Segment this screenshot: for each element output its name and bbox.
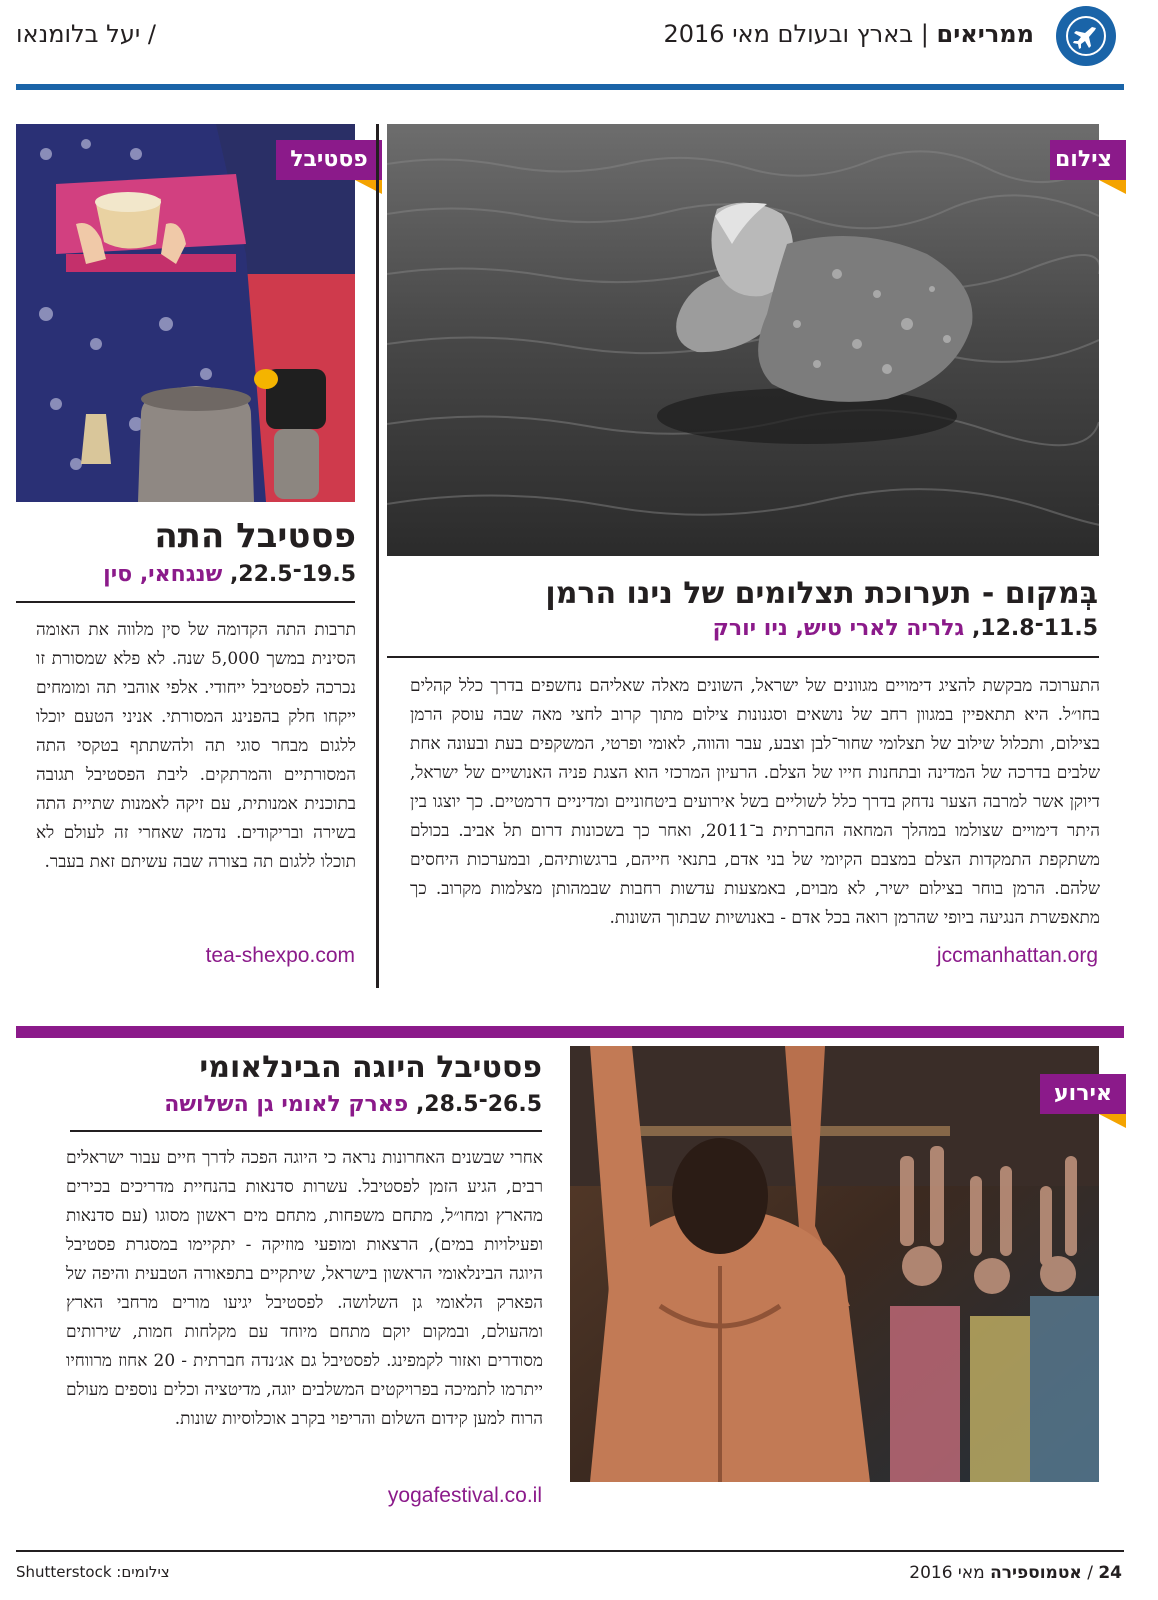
tea-dates: 19.5־22.5, <box>229 562 356 587</box>
author-name: / יעל בלומנאו <box>16 20 156 48</box>
tea-url[interactable]: tea-shexpo.com <box>205 944 355 967</box>
yoga-photo <box>570 1046 1099 1482</box>
photography-url[interactable]: jccmanhattan.org <box>936 944 1098 967</box>
tea-subtitle <box>103 562 356 587</box>
yoga-url[interactable]: yogafestival.co.il <box>387 1484 542 1507</box>
photography-location: גלריה לארי טיש, ניו יורק <box>712 616 965 641</box>
magazine-name: אטמוספירה <box>990 1563 1082 1583</box>
yoga-rule <box>70 1130 542 1132</box>
yoga-location: פארק לאומי גן השלושה <box>164 1092 409 1117</box>
header-title <box>663 20 1034 48</box>
yoga-title: פסטיבל היוגה הבינלאומי <box>199 1050 542 1085</box>
photography-title: בְּמקום - תערוכת תצלומים של נינו הרמן <box>545 576 1098 611</box>
section-name: ממריאים <box>936 20 1034 48</box>
photography-tag: צילום <box>1050 140 1126 180</box>
header-rule <box>16 84 1124 90</box>
tea-ceremony-photo <box>16 124 355 502</box>
photo-credits: צילומים: Shutterstock <box>16 1563 170 1581</box>
column-divider <box>376 124 379 988</box>
header-separator: | <box>920 20 929 48</box>
photography-body: התערוכה מבקשת להציג דימויים מגוונים של ישראל, השונים מאלה שאליהם נחשפים בדרך כלל קהלים בחו״ל. היא תתאפיין במגוון רחב של נושאים וסגנונות צילום מתוך קרוב לחצי מאה שבה עוסק הרמן בצילום, ותכלול שילוב של תצלומי שחור־לבן וצבע, עבר והווה, לאומי ופרטי, המשקפים בעת ובעונה אחת שלבים בדרכה של המדינה ובתחנות חייו של הצלם. הרעיון המרכזי הוא הצגת פניה האנושיים של ישראל, דיוקן אשר למרבה הצער נדחק בדרך כלל לשוליים בשל אירועים ביטחוניים ומדיניים דרמטיים. כך יוצגו בין היתר דימויים שצולמו במהלך המחאה החברתית ב־2011, ואחר כך בשכונות דרום תל אביב. בכולם משתקפת התמקדות הצלם במצבם הקיומי של בני אדם, בתנאי חייהם, ברגשותיהם, ובמערכות היחסים שלהם. הרמן בוחר בצילום ישיר, לא מבוים, באמצעות עדשות רחבות שבמהותן מצלמות מקרוב. כך מתאפשרת הנגיעה ביופי שהרמן רואה בכל אדם - באנושיות שבתוך השונות. <box>410 676 1100 928</box>
airplane-badge <box>1056 6 1116 66</box>
yoga-subtitle <box>164 1092 542 1117</box>
tea-rule <box>16 601 355 603</box>
tea-body: תרבות התה הקדומה של סין מלווה את האומה הסינית במשך 5,000 שנה. לא פלא שמסורת זו נכרכה לפסטיבל ייחודי. אלפי אוהבי תה ומומחים ייקחו חלק בהפנינג המסורתי. אניני הטעם יוכלו ללגום מבחר סוגי תה ולהשתתף בטקסי התה המסורתיים והמרתקים. ליבת הפסטיבל תגובה בתוכנית אמנותית, עם זיקה לאמנות שתיית התה בשירה ובריקודים. נדמה שאחרי זה לעולם לא תוכלו ללגום תה בצורה שבה עשיתם זאת בעבר. <box>36 620 356 872</box>
airplane-icon <box>1066 16 1106 56</box>
photography-tag-corner <box>1099 180 1126 194</box>
photography-rule <box>387 656 1099 658</box>
section-divider <box>16 1026 1124 1038</box>
footer-page-info <box>909 1563 1122 1583</box>
page-number: 24 <box>1098 1563 1122 1583</box>
photography-subtitle <box>713 616 1098 641</box>
yoga-dates: 26.5־28.5, <box>415 1092 542 1117</box>
photo-credit: צילום: עודד נתן <box>990 1492 1090 1510</box>
event-tag-corner <box>1099 1114 1126 1128</box>
photography-dates: 11.5־12.8, <box>971 616 1098 641</box>
tea-location: שנגחאי, סין <box>103 562 223 587</box>
footer-rule <box>16 1550 1124 1552</box>
tea-title: פסטיבל התה <box>154 516 356 556</box>
yoga-body: אחרי שבשנים האחרונות נראה כי היוגה הפכה לדרך חיים עבור ישראלים רבים, הגיע הזמן לפסטיבל. עשרות סדנאות בהנחיית מדריכים בכירים מהארץ ומחו״ל, מתחם משפחות, מתחם מים ראשון מסוגו (עם סדנאות ופעילויות במים), הרצאות ומופעי מוזיקה - יתקיימו במסגרת פסטיבל היוגה הבינלאומי הראשון בישראל, שיתקיים בתפאורה הטבעית והיפה של הפארק הלאומי גן השלושה. לפסטיבל יגיעו מורים מרחבי הארץ ומהעולם, ובמקום יוקם מתחם מיוחד עם מקלחות חמות, שירותים מסודרים ואזור לקמפינג. לפסטיבל גם אג׳נדה חברתית - 20 אחוז מרווחיו ייתרמו לתמיכה בפרויקטים המשלבים יוגה, מדיטציה וכלים נוספים מעולם הרוח למען קידום השלום והריפוי בקרב אוכלוסיות שונות. <box>66 1148 543 1429</box>
festival-tag: פסטיבל <box>276 140 382 180</box>
issue-subtitle: בארץ ובעולם מאי 2016 <box>663 20 914 48</box>
footer-separator: / <box>1087 1563 1093 1583</box>
footer-issue: מאי 2016 <box>909 1563 985 1583</box>
swimmer-photo <box>387 124 1099 556</box>
event-tag: אירוע <box>1040 1074 1126 1114</box>
